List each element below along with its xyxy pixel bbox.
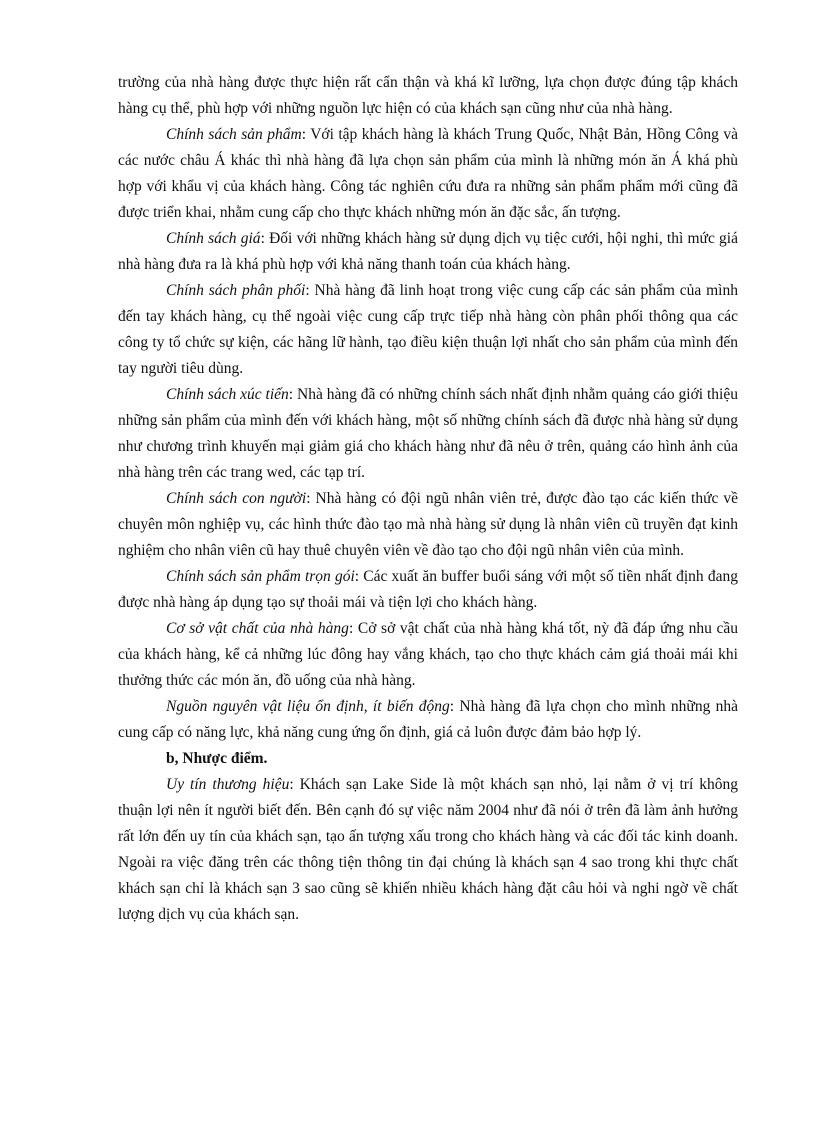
paragraph-continuation — [118, 70, 738, 122]
paragraph-lead: Nguồn nguyên vật liệu ổn định, ít biến động — [166, 698, 450, 715]
paragraph-people-policy — [118, 486, 738, 564]
paragraph-text: : Nhà hàng có đội ngũ nhân viên trẻ, được đào tạo các kiến thức về chuyên môn nghiệp vụ, các hình thức đào tạo mà nhà hàng sử dụng là nhân viên cũ truyền đạt kinh nghiệm cho nhân viên cũ hay thuê chuyên viên về đào tạo cho đội ngũ nhân viên của mình. — [118, 490, 738, 559]
paragraph-lead: Cơ sở vật chất của nhà hàng — [166, 620, 349, 637]
paragraph-lead: Chính sách xúc tiến — [166, 386, 289, 403]
paragraph-text: : Nhà hàng đã linh hoạt trong việc cung cấp các sản phẩm của mình đến tay khách hàng, cụ thể ngoài việc cung cấp trực tiếp nhà hàng còn phân phối thông qua các công ty tổ chức sự kiện, các hãng lữ hành, tạo điều kiện thuận lợi nhất cho sản phẩm của mình đến tay người tiêu dùng. — [118, 282, 738, 377]
paragraph-lead: Chính sách giá — [166, 230, 261, 247]
paragraph-lead: Uy tín thương hiệu — [166, 776, 290, 793]
paragraph-text: trường của nhà hàng được thực hiện rất cẩn thận và khá kĩ lưỡng, lựa chọn được đúng tập khách hàng cụ thể, phù hợp với những nguồn lực hiện có của khách sạn cũng như của nhà hàng. — [118, 74, 738, 117]
paragraph-text: : Đối với những khách hàng sử dụng dịch vụ tiệc cưới, hội nghi, thì mức giá nhà hàng đưa ra là khá phù hợp với khả năng thanh toán của khách hàng. — [118, 230, 738, 273]
paragraph-brand-reputation — [118, 772, 738, 928]
paragraph-lead: Chính sách sản phẩm — [166, 126, 302, 143]
paragraph-promotion-policy — [118, 382, 738, 486]
document-page — [118, 70, 738, 928]
paragraph-lead: Chính sách con người — [166, 490, 307, 507]
paragraph-distribution-policy — [118, 278, 738, 382]
paragraph-text: : Nhà hàng đã lựa chọn cho mình những nhà cung cấp có năng lực, khả năng cung ứng ổn định, giá cả luôn được đảm bảo hợp lý. — [118, 698, 738, 741]
paragraph-facilities — [118, 616, 738, 694]
paragraph-text: : Cở sở vật chất của nhà hàng khá tốt, nỳ đã đáp ứng nhu cầu của khách hàng, kể cả những lúc đông hay vắng khách, tạo cho thực khách cảm giá thoải mái khi thưởng thức các món ăn, đồ uống của nhà hàng. — [118, 620, 738, 689]
section-heading: b, Nhược điểm. — [166, 750, 268, 767]
paragraph-text: : Khách sạn Lake Side là một khách sạn nhỏ, lại nằm ở vị trí không thuận lợi nên ít người biết đến. Bên cạnh đó sự việc năm 2004 như đã nói ở trên đã làm ảnh hưởng rất lớn đến uy tín của khách sạn, tạo ấn tượng xấu trong cho khách hàng và các đối tác kinh doanh. Ngoài ra việc đăng trên các thông tiện thông tin đại chúng là khách sạn 4 sao trong khi thực chất khách sạn chỉ là khách sạn 3 sao cũng sẽ khiến nhiều khách hàng đặt câu hỏi và nghi ngờ về chất lượng dịch vụ của khách sạn. — [118, 776, 738, 923]
paragraph-materials — [118, 694, 738, 746]
paragraph-price-policy — [118, 226, 738, 278]
paragraph-product-policy — [118, 122, 738, 226]
paragraph-lead: Chính sách sản phẩm trọn gói — [166, 568, 355, 585]
paragraph-text: : Với tập khách hàng là khách Trung Quốc, Nhật Bản, Hồng Công và các nước châu Á khác thì nhà hàng đã lựa chọn sản phẩm của mình là những món ăn Á khá phù hợp với khẩu vị của khách hàng. Công tác nghiên cứu đưa ra những sản phẩm phẩm mới cũng đã được triển khai, nhằm cung cấp cho thực khách những món ăn đặc sắc, ấn tượng. — [118, 126, 738, 221]
paragraph-text: : Nhà hàng đã có những chính sách nhất định nhằm quảng cáo giới thiệu những sản phẩm của mình đến với khách hàng, một số những chính sách đã được nhà hàng sử dụng như chương trình khuyến mại giảm giá cho khách hàng như đã nêu ở trên, quảng cáo hình ảnh của nhà hàng trên các trang wed, các tạp trí. — [118, 386, 738, 481]
paragraph-lead: Chính sách phân phối — [166, 282, 306, 299]
paragraph-text: : Các xuất ăn buffer buổi sáng với một số tiền nhất định đang được nhà hàng áp dụng tạo sự thoải mái và tiện lợi cho khách hàng. — [118, 568, 738, 611]
paragraph-package-policy — [118, 564, 738, 616]
